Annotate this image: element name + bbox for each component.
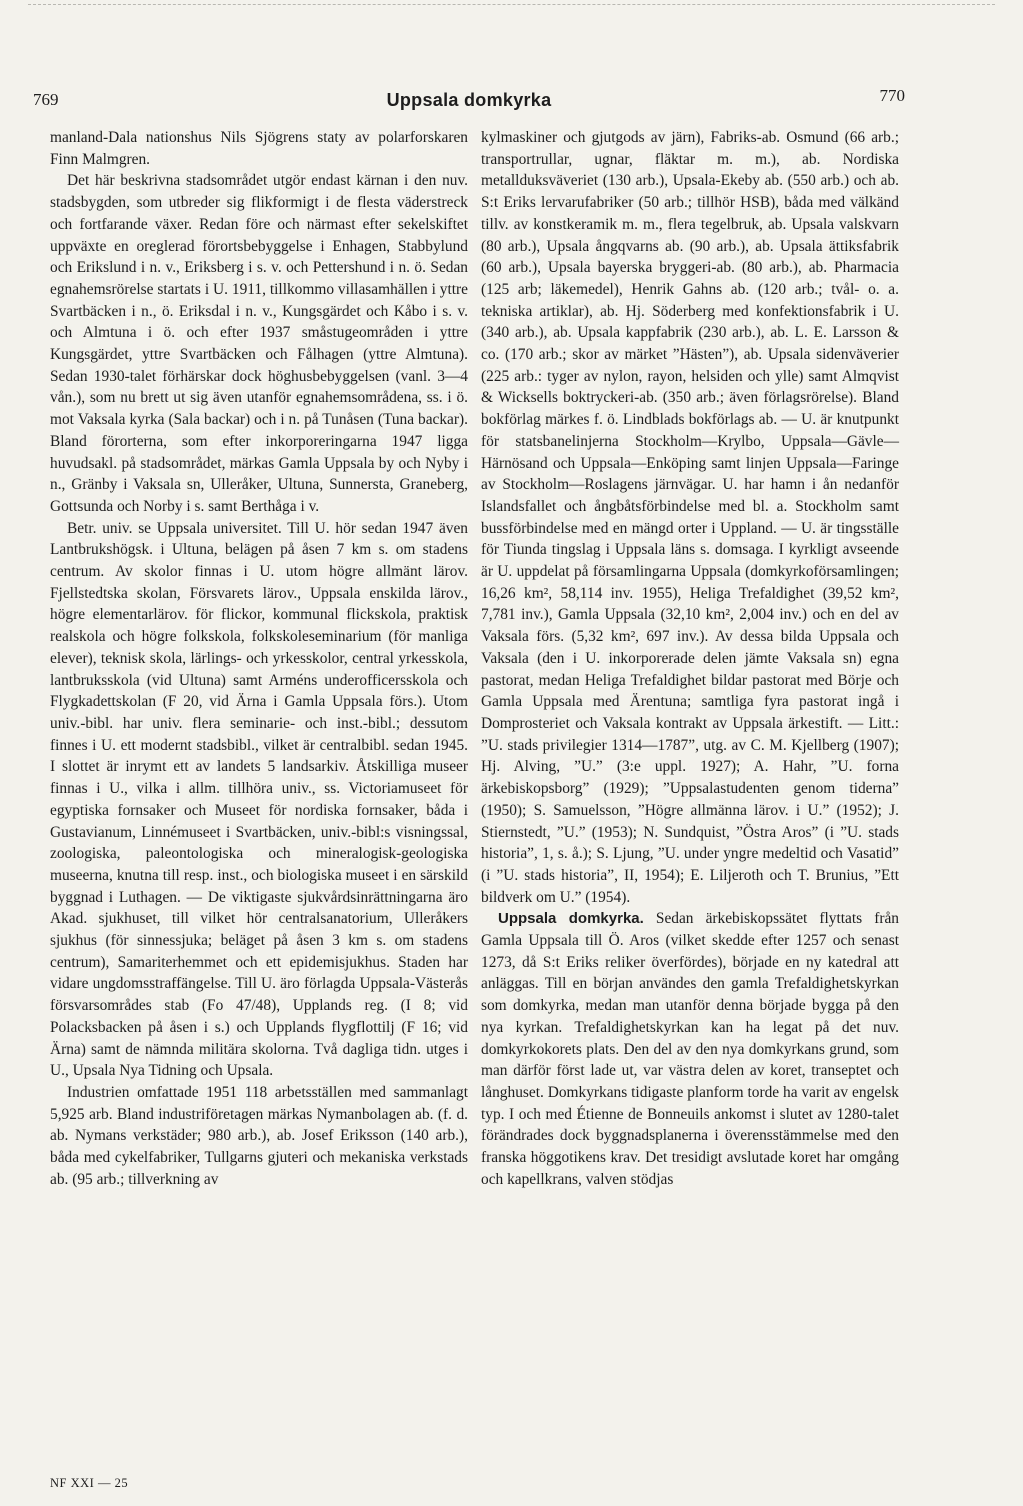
page-number-left: 769 xyxy=(33,90,59,109)
running-title: Uppsala domkyrka xyxy=(386,90,552,110)
paragraph: Industrien omfattade 1951 118 arbetsställen med sammanlagt 5,925 arb. Bland industriföretagen märkas Nymanbolagen ab. (f. d. ab. Nymans verkstäder; 980 arb.), ab. Josef Eriksson (140 arb.), båda med cykelfabriker, Tullgarns gjuteri och mekaniska verkstads ab. (95 arb.; tillverkning av xyxy=(50,1083,468,1188)
paragraph: manland-Dala nationshus Nils Sjögrens staty av polarforskaren Finn Malmgren. xyxy=(50,129,468,168)
paragraph: Det här beskrivna stadsområdet utgör endast kärnan i den nuv. stadsbygden, som utbreder sig flikformigt i de flesta väderstreck och fortfarande växer. Redan före och närmast efter sekelskiftet uppväxte en oreglerad förortsbebyggelse i Enhagen, Stabbylund och Erikslund i n. v., Eriksberg i s. v. och Pettershund i n. ö. Sedan egnahemsrörelse startats i U. 1911, tillkommo villasamhällen i yttre Svartbäcken i n., ö. Eriksdal i n. v., Kungsgärdet och Kåbo i s. v. och Almtuna i ö. och efter 1937 småstugeområden i yttre Kungsgärdet, yttre Svartbäcken och Fålhagen (yttre Almtuna). Sedan 1930-talet förhärskar dock höghusbebyggelsen (vanl. 3—4 vån.), som nu brett ut sig även utanför egnahemsområdena, ss. i ö. mot Vaksala kyrka (Sala backar) och i n. på Tunåsen (Tuna backar). Bland förorterna, som efter inkorporeringarna 1947 ligga huvudsakl. på stadsområdet, märkas Gamla Uppsala by och Nyby i n., Gränby i Vaksala sn, Ulleråker, Ultuna, Sunnersta, Graneberg, Gottsunda och Norby i s. samt Berthåga i v. xyxy=(50,172,468,515)
sheet-signature: NF XXI — 25 xyxy=(50,1476,129,1490)
top-edge-rule xyxy=(28,4,995,5)
entry-text: Sedan ärkebiskopssätet flyttats från Gamla Uppsala till Ö. Aros (vilket skedde efter 1257 och senast 1273, då S:t Eriks reliker överfördes), började en ny katedral att anläggas. Till en början användes den gamla Trefaldighetskyrkan som domkyrka, medan man utanför denna började bygga på den nya kyrkan. Trefaldighetskyrkan kan ha legat på det nuv. domkyrkokorets plats. Den del av den nya domkyrkans grund, som man därför först lade ut, var västra delen av koret, transeptet och långhuset. Domkyrkans tidigaste planform torde ha varit av engelsk typ. I och med Étienne de Bonneuils ankomst i slutet av 1280-talet förändrades dock byggnadsplanerna i överensstämmelse med den franska höggotikens krav. Det tresidigt avslutade koret har omgång och kapellkrans, valven stödjas xyxy=(481,910,899,1188)
page-header xyxy=(33,86,905,116)
paragraph: kylmaskiner och gjutgods av järn), Fabriks-ab. Osmund (66 arb.; transportrullar, ugnar, fläktar m. m.), ab. Nordiska metallduksväveriet (130 arb.), Upsala-Ekeby ab. (550 arb.) och ab. S:t Eriks lervarufabriker (50 arb.; tillhör HSB), båda med välkänd tillv. av konstkeramik m. m., flera tegelbruk, ab. Upsala valskvarn (80 arb.), Upsala ångqvarns ab. (90 arb.), ab. Upsala ättiksfabrik (60 arb.), Upsala bayerska bryggeri-ab. (80 arb.), ab. Pharmacia (125 arb; läkemedel), Henrik Gahns ab. (120 arb.; tvål- o. a. tekniska artiklar), ab. Hj. Söderberg med konfektionsfabrik i U. (340 arb.), ab. Upsala kappfabrik (230 arb.), ab. L. E. Larsson & co. (170 arb.; skor av märket ”Hästen”), ab. Upsala sidenväverier (225 arb.: tyger av nylon, rayon, helsiden och ylle) samt Almqvist & Wicksells boktryckeri-ab. (350 arb.; även förlagsrörelse). Bland bokförlag märkes f. ö. Lindblads bokförlags ab. — U. är knutpunkt för statsbanelinjerna Stockholm—Krylbo, Uppsala—Gävle—Härnösand och Uppsala—Enköping samt linjen Uppsala—Faringe av Stockholm—Roslagens järnvägar. U. har hamn i ån nedanför Islandsfallet och ångbåtsförbindelse med bl. a. Stockholm samt bussförbindelse med en mängd orter i Uppland. — U. är tingsställe för Tiunda tingslag i Uppsala läns s. domsaga. I kyrkligt avseende är U. uppdelat på församlingarna Uppsala (domkyrkoförsamlingen; 16,26 km², 58,114 inv. 1955), Heliga Trefaldighet (39,52 km², 7,781 inv.), Gamla Uppsala (32,10 km², 2,004 inv.) och en del av Vaksala förs. (5,32 km², 697 inv.). Av dessa bilda Uppsala och Vaksala (den i U. inkorporerade delen jämte Vaksala sn) egna pastorat, medan Heliga Trefaldighet bildar pastorat med Börje och Gamla Uppsala med Ärentuna; samtliga fyra pastorat ingå i Domprosteriet och Vaksala kontrakt av Uppsala ärkestift. — Litt.: ”U. stads privilegier 1314—1787”, utg. av C. M. Kjellberg (1907); Hj. Alving, ”U.” (3:e uppl. 1927); A. Hahr, ”U. forna ärkebiskopsborg” (1929); ”Uppsalastudenten genom tiderna” (1950); S. Samuelsson, ”Högre allmänna lärov. i U.” (1952); J. Stiernstedt, ”U.” (1953); N. Sundquist, ”Östra Aros” (i ”U. stads historia”, 1, s. å.); S. Ljung, ”U. under yngre medeltid och Vasatid” (i ”U. stads historia”, II, 1954); E. Liljeroth och T. Brunius, ”Ett bildverk om U.” (1954). xyxy=(481,129,899,906)
page-number-right: 770 xyxy=(879,86,905,105)
left-column xyxy=(50,127,468,1190)
right-column xyxy=(481,127,899,1190)
entry-heading: Uppsala domkyrka. xyxy=(498,910,644,928)
paragraph: Betr. univ. se Uppsala universitet. Till U. hör sedan 1947 även Lantbrukshögsk. i Ultuna, belägen på åsen 7 km s. om stadens centrum. Av skolor finnas i U. utom högre allmänt lärov. Fjellstedtska skolan, Försvarets lärov., Uppsala enskilda lärov., högre elementarlärov. för flickor, kommunal flickskola, praktisk realskola och högre folkskola, folkskoleseminarium (för manliga elever), teknisk skola, lärlings- och yrkesskolor, central yrkesskola, lantbruksskola (vid Ultuna) samt Arméns underofficersskola och Flygkadettskolan (F 20, vid Ärna i Gamla Uppsala förs.). Utom univ.-bibl. har univ. flera seminarie- och inst.-bibl.; dessutom finnes i U. ett modernt stadsbibl., vilket är centralbibl. sedan 1945. I slottet är inrymt ett av landets 5 landsarkiv. Åtskilliga museer finnas i U., vilka i allm. tillhöra univ., ss. Victoriamuseet för egyptiska fornsaker och Museet för nordiska fornsaker, båda i Gustavianum, Linnémuseet i Svartbäcken, univ.-bibl:s visningssal, zoologiska, paleontologiska och mineralogisk-geologiska museerna, knutna till resp. inst., och biologiska museet i en särskild byggnad i Luthagen. — De viktigaste sjukvårdsinrättningarna äro Akad. sjukhuset, till vilket hör centralsanatorium, Ulleråkers sjukhus (för sinnessjuka; beläget på åsen 3 km s. om stadens centrum), Samariterhemmet och ett epidemisjukhus. Staden har vidare ungdomsstraffängelse. Till U. äro förlagda Uppsala-Västerås försvarsområdes stab (Fo 47/48), Upplands reg. (I 8; vid Polacksbacken på åsen i s.) och Upplands flygflottilj (F 16; vid Ärna) samt de nämnda militära skolorna. Två dagliga tidn. utges i U., Upsala Nya Tidning och Upsala. xyxy=(50,519,468,1080)
entry-paragraph xyxy=(481,908,899,1190)
